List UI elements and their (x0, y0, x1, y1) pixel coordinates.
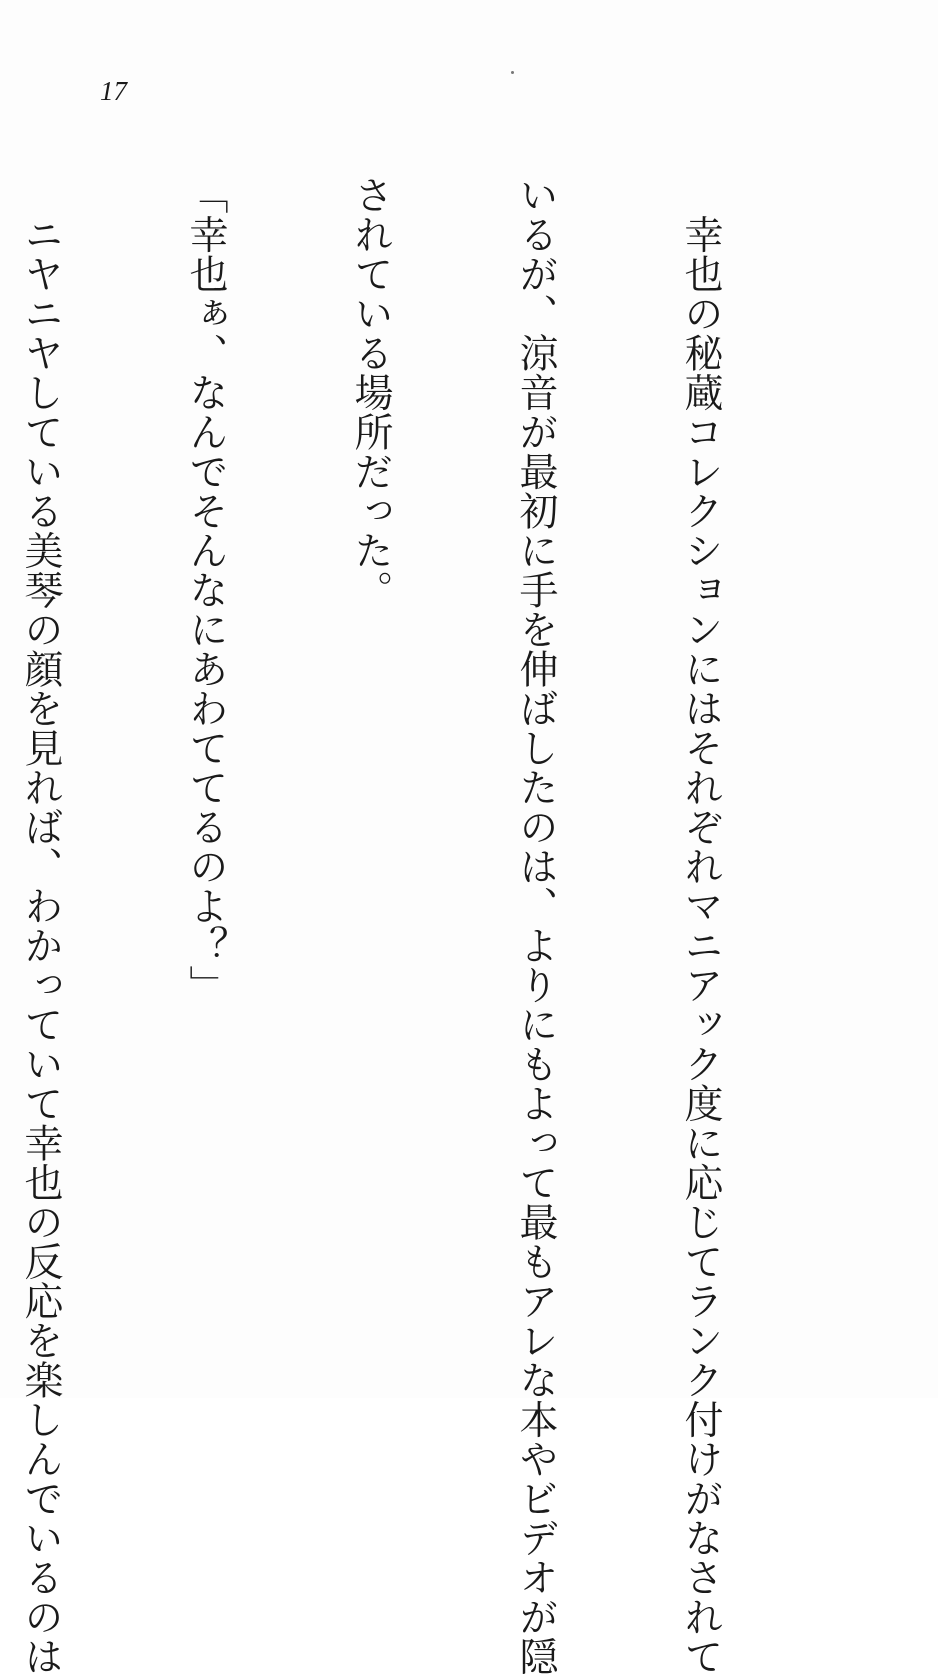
text-line: 「幸也ぁ、なんでそんなにあわててるのよ？」 (183, 175, 228, 1005)
text-line: いるが、涼音が最初に手を伸ばしたのは、よりにもよって最もアレな本やビデオが隠 (513, 175, 558, 1676)
page-number: 17 (100, 76, 127, 106)
body-text (0, 175, 838, 1676)
text-line: されている場所だった。 (348, 175, 393, 610)
text-line: ニヤニヤしている美琴の顔を見れば、わかっていて幸也の反応を楽しんでいるのは (18, 175, 63, 1676)
paper-speck (511, 71, 514, 74)
text-line: 幸也の秘蔵コレクションにはそれぞれマニアック度に応じてランク付けがなされて (678, 175, 723, 1676)
